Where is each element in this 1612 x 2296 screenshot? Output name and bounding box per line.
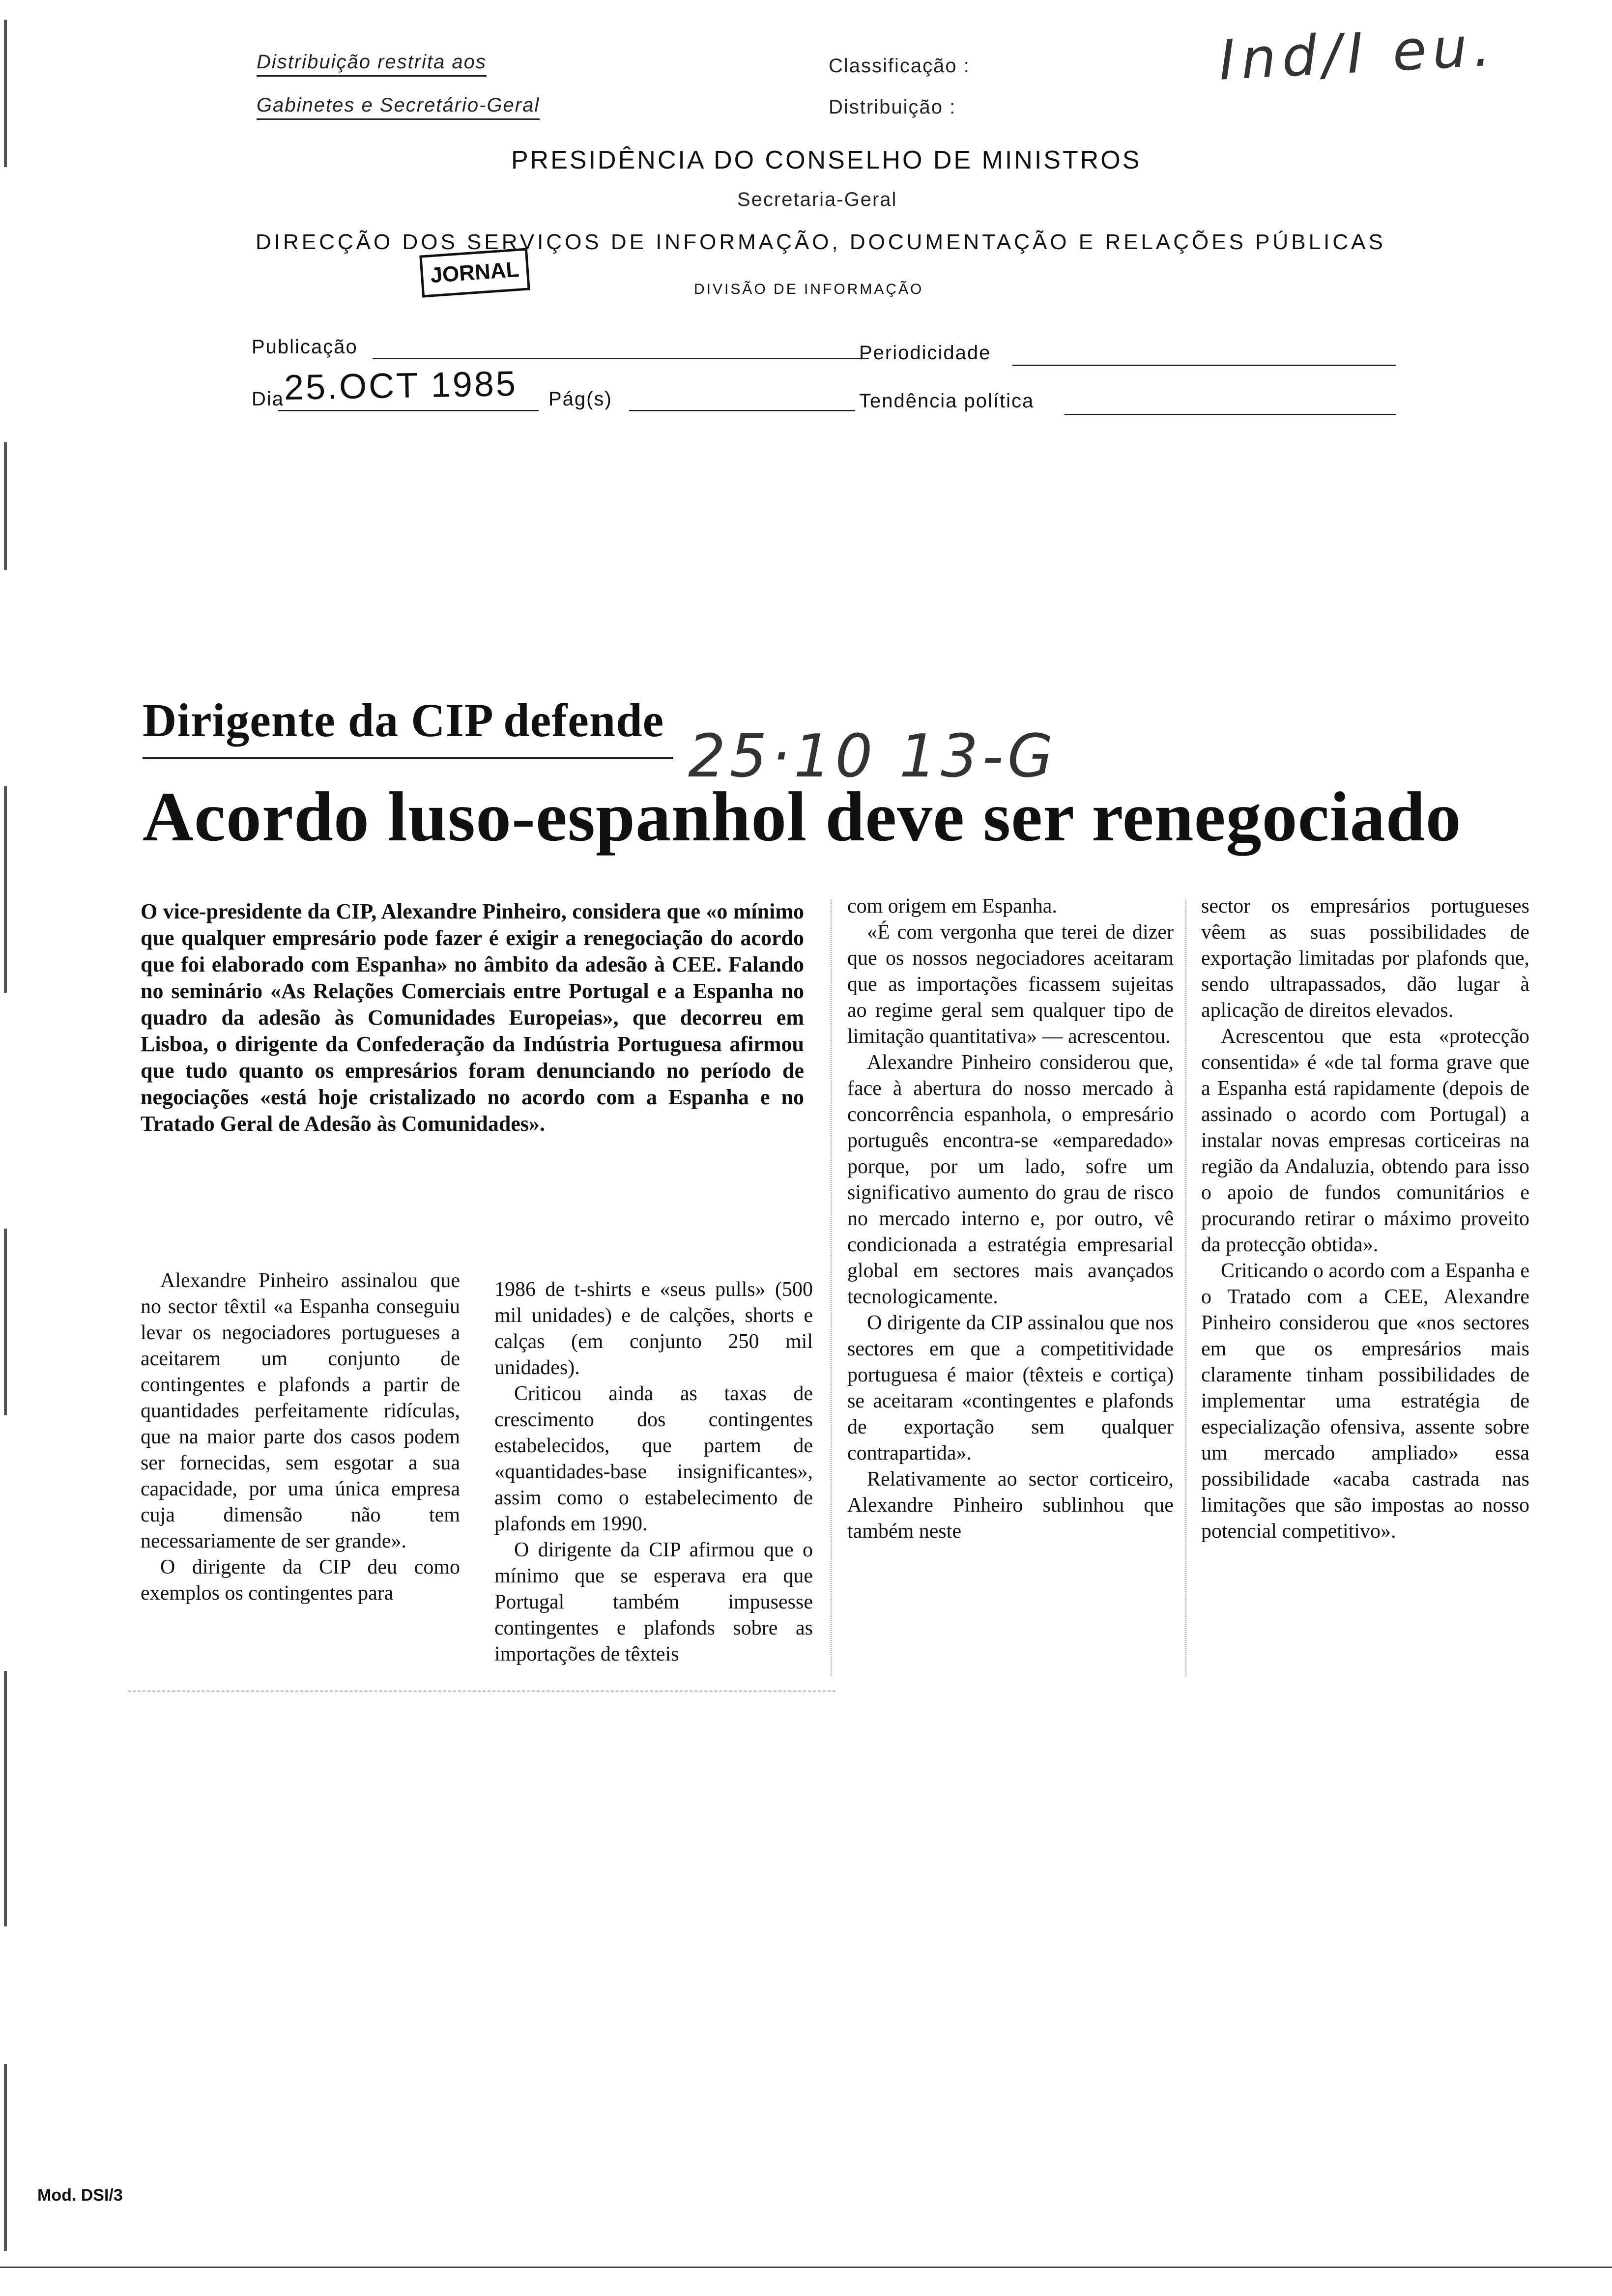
classification-label: Classificação : xyxy=(829,55,970,77)
periodicity-label: Periodicidade xyxy=(859,342,991,364)
paragraph: Criticou ainda as taxas de crescimento dos contingentes estabelecidos, que partem de «quantidades-base insignificantes», assim como o estabelecimento de plafonds em 1990. xyxy=(494,1382,813,1535)
handwritten-reference: Ind/I eu. xyxy=(1217,14,1498,93)
column-divider xyxy=(831,899,832,1676)
pages-label: Pág(s) xyxy=(548,388,612,410)
paragraph: 1986 de t-shirts e «seus pulls» (500 mil unidades) e de calções, shorts e calças (em conjunto 250 mil unidades). xyxy=(494,1278,813,1379)
date-stamp: 25.OCT 1985 xyxy=(284,364,518,408)
binder-mark xyxy=(4,442,7,570)
article-column-1 xyxy=(141,1268,460,1607)
distribution-label: Distribuição : xyxy=(829,96,956,118)
binder-mark xyxy=(4,2064,7,2251)
binder-mark xyxy=(4,20,7,167)
directorate-name: DIRECÇÃO DOS SERVIÇOS DE INFORMAÇÃO, DOCUMENTAÇÃO E RELAÇÕES PÚBLICAS xyxy=(256,230,1386,254)
clipping-bottom-edge xyxy=(128,1691,835,1692)
distribution-restricted-line1: Distribuição restrita aos xyxy=(257,51,487,77)
handwritten-note: 25·10 13-G xyxy=(688,722,1057,791)
secretariat-name: Secretaria-Geral xyxy=(737,189,897,210)
column-divider xyxy=(1185,899,1186,1676)
paragraph: Alexandre Pinheiro assinalou que no sector têxtil «a Espanha conseguiu levar os negociadores portugueses a aceitarem um conjunto de contingentes e plafonds a partir de quantidades perfeitamente ridículas, que na maior parte dos casos podem ser fornecidas, sem esgotar a sua capacidade, por uma única empresa cuja dimensão não tem necessariamente de ser grande». xyxy=(141,1269,460,1552)
paragraph: sector os empresários portugueses vêem as suas possibilidades de exportação limitadas por plafonds que, sendo ultrapassados, dão lugar à aplicação de direitos elevados. xyxy=(1201,895,1529,1022)
publication-label: Publicação xyxy=(252,336,358,358)
paragraph: com origem em Espanha. xyxy=(847,895,1057,918)
paragraph: Acrescentou que esta «protecção consentida» é «de tal forma grave que a Espanha está rapidamente (depois de assinado o acordo com Portugal) a instalar novas empresas corticeiras na região da Andaluzia, obtendo para isso o apoio de fundos comunitários e procurando retirar o máximo proveito da protecção obtida». xyxy=(1201,1025,1529,1256)
pages-line xyxy=(629,410,855,411)
paragraph: O dirigente da CIP deu como exemplos os contingentes para xyxy=(141,1556,460,1605)
journal-stamp: JORNAL xyxy=(419,248,530,297)
paragraph: O dirigente da CIP assinalou que nos sectores em que a competitividade portuguesa é maior (têxteis e cortiça) se aceitaram «contingentes e plafonds de exportação sem qualquer contrapartida». xyxy=(847,1312,1174,1464)
periodicity-line xyxy=(1012,365,1396,366)
article-column-3 xyxy=(847,893,1174,1545)
political-tendency-label: Tendência política xyxy=(859,390,1035,412)
kicker-underline xyxy=(143,757,673,759)
footer-scan-line xyxy=(0,2267,1612,2268)
division-name: DIVISÃO DE INFORMAÇÃO xyxy=(694,281,924,297)
distribution-restricted-line2: Gabinetes e Secretário-Geral xyxy=(257,94,540,120)
paragraph: «É com vergonha que terei de dizer que os nossos negociadores aceitaram que as importações ficassem sujeitas ao regime geral sem qualquer tipo de limitação quantitativa» — acrescentou. xyxy=(847,921,1174,1048)
organization-title: PRESIDÊNCIA DO CONSELHO DE MINISTROS xyxy=(511,146,1142,174)
binder-mark xyxy=(4,786,7,993)
day-line xyxy=(278,410,539,411)
article-column-2 xyxy=(494,1277,813,1667)
form-code: Mod. DSI/3 xyxy=(37,2186,123,2205)
paragraph: Criticando o acordo com a Espanha e o Tratado com a CEE, Alexandre Pinheiro considerou que «nos sectores em que os empresários mais claramente tinham possibilidades de implementar uma estratégia de especialização ofensiva, assente sobre um mercado ampliado» essa possibilidade «acaba castrada nas limitações que são impostas ao nosso potencial competitivo». xyxy=(1201,1260,1529,1543)
political-tendency-line xyxy=(1065,414,1396,415)
paragraph: O dirigente da CIP afirmou que o mínimo que se esperava era que Portugal também impusesse contingentes e plafonds sobre as importações de têxteis xyxy=(494,1539,813,1665)
publication-line xyxy=(373,358,869,359)
article-kicker: Dirigente da CIP defende xyxy=(143,694,664,746)
paragraph: Relativamente ao sector corticeiro, Alexandre Pinheiro sublinhou que também neste xyxy=(847,1468,1174,1543)
binder-mark xyxy=(4,1671,7,1926)
article-lead: O vice-presidente da CIP, Alexandre Pinheiro, considera que «o mínimo que qualquer empresário pode fazer é exigir a renegociação do acordo que foi elaborado com Espanha» no âmbito da adesão à CEE. Falando no seminário «As Relações Comerciais entre Portugal e a Espanha no quadro da adesão às Comunidades Europeias», que decorreu em Lisboa, o dirigente da Confederação da Indústria Portuguesa afirmou que tudo quanto os empresários foram denunciando no período de negociações «está hoje cristalizado no acordo com a Espanha e no Tratado Geral de Adesão às Comunidades». xyxy=(141,899,804,1136)
day-label: Dia xyxy=(252,388,285,410)
binder-mark xyxy=(4,1229,7,1415)
article-column-4 xyxy=(1201,893,1529,1545)
paragraph: Alexandre Pinheiro considerou que, face à abertura do nosso mercado à concorrência espanhola, o empresário português encontra-se «emparedado» porque, por um lado, sofre um significativo aumento do grau de risco no mercado interno e, por outro, vê condicionada a estratégia empresarial global em sectores mais avançados tecnologicamente. xyxy=(847,1051,1174,1308)
article-headline: Acordo luso-espanhol deve ser renegociado xyxy=(143,778,1462,856)
